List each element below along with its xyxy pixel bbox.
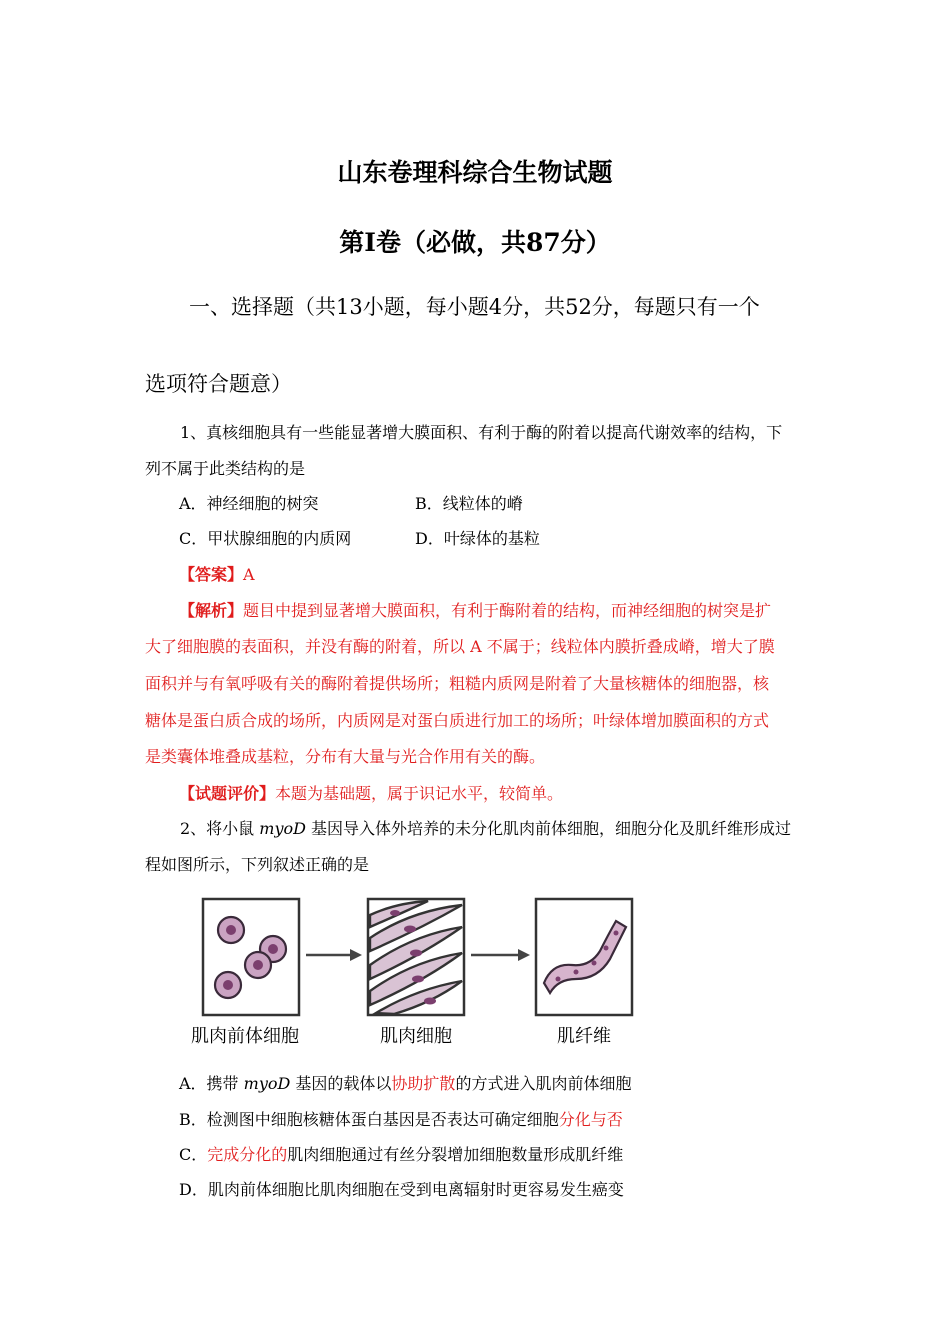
gene-name: myoD xyxy=(259,819,306,838)
highlight-text: 分化与否 xyxy=(558,1110,623,1129)
q2-option-d xyxy=(179,1177,624,1200)
answer-value: A xyxy=(243,565,255,584)
highlight-text: 协助扩散 xyxy=(391,1074,456,1093)
highlight-text: 完成分化的 xyxy=(207,1145,288,1164)
arrow-icon xyxy=(471,949,530,961)
q2-option-b xyxy=(179,1107,623,1130)
q2-stem-part: 2、将小鼠 xyxy=(180,819,260,838)
q1-analysis-line3: 面积并与有氧呼吸有关的酶附着提供场所；粗糙内质网是附着了大量核糖体的细胞器，核 xyxy=(145,674,770,693)
eval-label: 【试题评价】 xyxy=(179,784,276,803)
q2-stem-line1 xyxy=(180,816,791,839)
analysis-text-1: 题目中提到显著增大膜面积，有利于酶附着的结构，而神经细胞的树突是扩 xyxy=(243,601,772,620)
page-title: 山东卷理科综合生物试题 xyxy=(337,158,613,187)
option-text: A．携带 xyxy=(179,1074,244,1093)
q1-analysis-line4: 糖体是蛋白质合成的场所，内质网是对蛋白质进行加工的场所；叶绿体增加膜面积的方式 xyxy=(145,711,770,730)
q1-option-b: B．线粒体的嵴 xyxy=(415,494,523,513)
q1-option-c: C．甲状腺细胞的内质网 xyxy=(179,529,352,548)
option-text: 基因的载体以 xyxy=(290,1074,392,1093)
figure-label-muscle-fiber: 肌纤维 xyxy=(557,1026,611,1047)
analysis-label: 【解析】 xyxy=(179,601,244,620)
q1-analysis-line1 xyxy=(179,598,771,621)
q2-option-a xyxy=(179,1071,631,1094)
q1-stem-line1: 1、真核细胞具有一些能显著增大膜面积、有利于酶的附着以提高代谢效率的结构，下 xyxy=(180,423,783,442)
q1-option-a: A．神经细胞的树突 xyxy=(179,494,319,513)
option-text: C． xyxy=(179,1145,208,1164)
page-subtitle: 第I卷（必做，共87分） xyxy=(339,228,611,257)
q2-option-c xyxy=(179,1142,623,1165)
q1-stem-line2: 列不属于此类结构的是 xyxy=(145,459,306,478)
figure-label-precursor: 肌肉前体细胞 xyxy=(191,1026,299,1047)
option-text: 肌肉细胞通过有丝分裂增加细胞数量形成肌纤维 xyxy=(287,1145,624,1164)
eval-text: 本题为基础题，属于识记水平，较简单。 xyxy=(275,784,564,803)
cell-differentiation-figure xyxy=(180,893,650,1053)
section-heading-line1: 一、选择题（共13小题，每小题4分，共52分，每题只有一个 xyxy=(189,295,760,319)
q1-option-d: D．叶绿体的基粒 xyxy=(415,529,540,548)
gene-name: myoD xyxy=(243,1074,291,1093)
section-heading-line2: 选项符合题意） xyxy=(145,372,292,396)
q2-stem-part: 基因导入体外培养的未分化肌肉前体细胞，细胞分化及肌纤维形成过 xyxy=(305,819,792,838)
arrow-icon xyxy=(306,949,362,961)
answer-label: 【答案】 xyxy=(179,565,244,584)
q1-analysis-line5: 是类囊体堆叠成基粒，分布有大量与光合作用有关的酶。 xyxy=(145,747,546,766)
option-text: B．检测图中细胞核糖体蛋白基因是否表达可确定细胞 xyxy=(179,1110,559,1129)
q1-answer xyxy=(179,562,255,585)
figure-label-muscle-cell: 肌肉细胞 xyxy=(380,1026,452,1047)
q2-stem-line2: 程如图所示，下列叙述正确的是 xyxy=(145,855,370,874)
q1-analysis-line2: 大了细胞膜的表面积，并没有酶的附着，所以 A 不属于；线粒体内膜折叠成嵴，增大了膜 xyxy=(145,637,775,656)
q1-evaluation xyxy=(179,781,563,804)
muscle-fiber-panel xyxy=(536,899,632,1015)
option-text: D．肌肉前体细胞比肌肉细胞在受到电离辐射时更容易发生癌变 xyxy=(179,1180,624,1199)
option-text: 的方式进入肌肉前体细胞 xyxy=(455,1074,632,1093)
